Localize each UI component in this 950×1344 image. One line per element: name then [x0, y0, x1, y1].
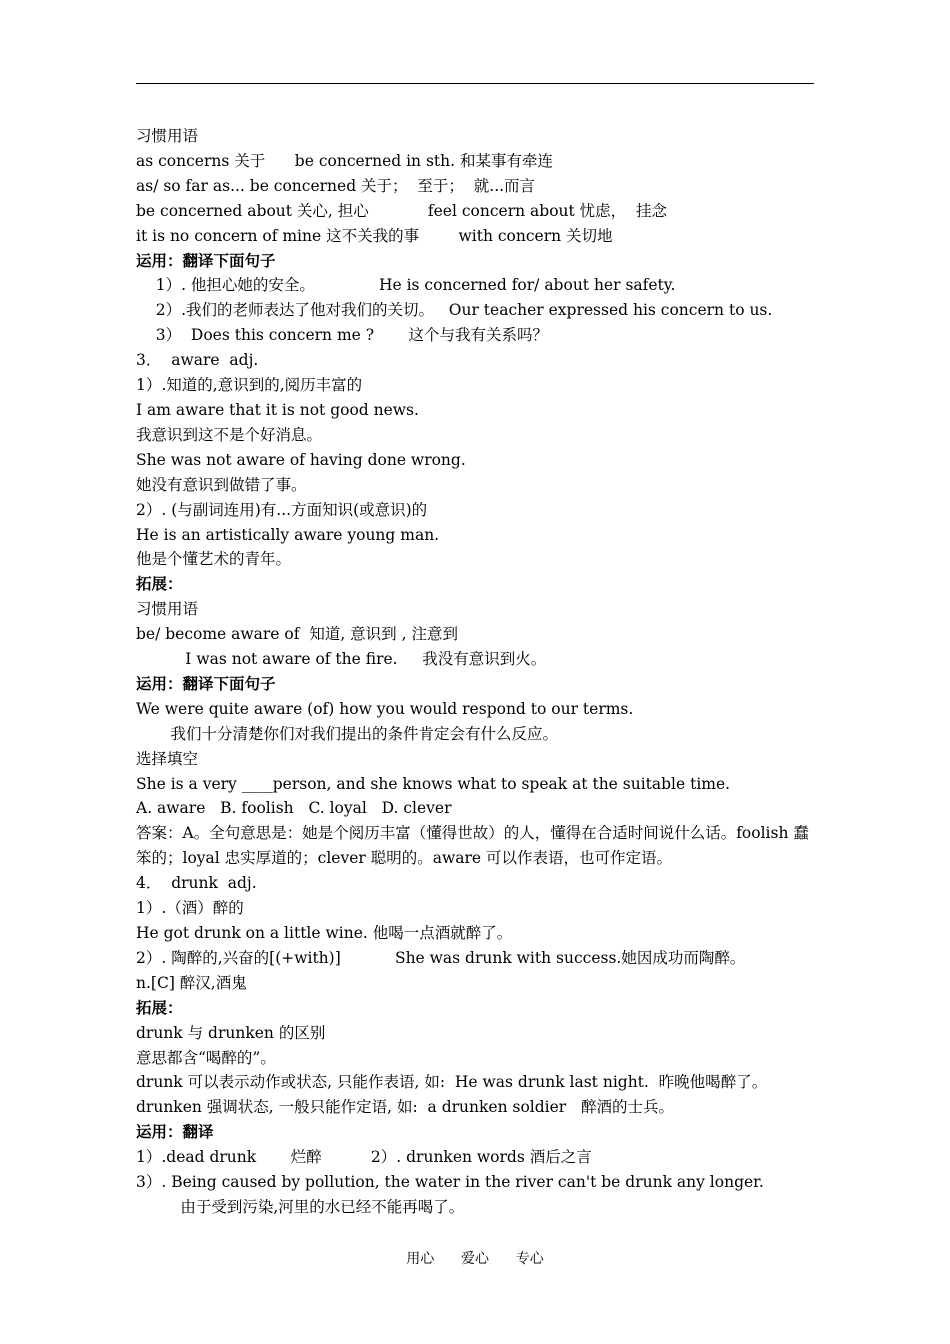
text-line: 我们十分清楚你们对我们提出的条件肯定会有什么反应。	[136, 724, 558, 743]
header-rule	[136, 83, 814, 84]
text-line: 意思都含“喝醉的”。	[136, 1048, 276, 1067]
text-line: drunk 与 drunken 的区别	[136, 1023, 326, 1042]
text-line: n.[C] 醉汉,酒鬼	[136, 973, 247, 992]
text-line: 他是个懂艺术的青年。	[136, 550, 292, 569]
text-line: 1）. 他担心她的安全。 He is concerned for/ about her safety.	[136, 276, 676, 295]
text-line: She is a very ____person, and she knows what to speak at the suitable time.	[136, 774, 731, 793]
text-line: 由于受到污染,河里的水已经不能再喝了。	[136, 1197, 465, 1216]
text-line: A. aware B. foolish C. loyal D. clever	[136, 799, 452, 818]
text-line: 2）. 陶醉的,兴奋的[(+with)] She was drunk with success.她因成功而陶醉。	[136, 948, 746, 967]
section-heading: 运用：翻译	[136, 1122, 214, 1142]
page-footer: 用心 爱心 专心	[406, 1251, 544, 1267]
text-line: We were quite aware (of) how you would respond to our terms.	[136, 699, 634, 718]
text-line: He got drunk on a little wine. 他喝一点酒就醉了。	[136, 924, 513, 942]
text-line: 她没有意识到做错了事。	[136, 475, 307, 494]
text-line: 3） Does this concern me ? 这个与我有关系吗？	[136, 326, 549, 345]
section-heading: 运用：翻译下面句子	[136, 673, 276, 693]
text-line: 1）.dead drunk 烂醉 2）. drunken words 酒后之言	[136, 1148, 592, 1167]
text-line: She was not aware of having done wrong.	[136, 450, 466, 469]
text-line: it is no concern of mine 这不关我的事 with concern 关切地	[136, 226, 613, 245]
section-heading: 拓展：	[136, 574, 183, 594]
text-line: 3）. Being caused by pollution, the water in the river can't be drunk any longer.	[136, 1173, 764, 1192]
text-line: I was not aware of the fire. 我没有意识到火。	[136, 650, 547, 669]
text-line: 2）. (与副词连用)有...方面知识(或意识)的	[136, 500, 428, 519]
text-line: as concerns 关于 be concerned in sth. 和某事有牵连	[136, 151, 553, 170]
text-line: as/ so far as... be concerned 关于； 至于； 就...而言	[136, 176, 536, 195]
text-line: 3． aware adj.	[136, 351, 259, 370]
text-line: 答案：A。全句意思是：她是个阅历丰富（懂得世故）的人，懂得在合适时间说什么话。foolish 蠢笨的；loyal 忠实厚道的；clever 聪明的。aware 可以作表语，也可作定语。	[136, 824, 809, 868]
text-line: He is an artistically aware young man.	[136, 525, 440, 544]
section-heading: 拓展：	[136, 997, 183, 1017]
text-line: drunken 强调状态, 一般只能作定语, 如: a drunken soldier 醉酒的士兵。	[136, 1098, 674, 1117]
text-line: 我意识到这不是个好消息。	[136, 425, 323, 444]
text-line: 2）.我们的老师表达了他对我们的关切。 Our teacher expressed his concern to us.	[136, 301, 773, 320]
text-line: I am aware that it is not good news.	[136, 400, 419, 419]
text-line: 1）.（酒）醉的	[136, 899, 244, 918]
text-line: drunk 可以表示动作或状态, 只能作表语, 如: He was drunk last night. 昨晚他喝醉了。	[136, 1073, 768, 1092]
text-line: 习惯用语	[136, 127, 199, 145]
text-line: be concerned about 关心, 担心 feel concern about 忧虑， 挂念	[136, 201, 668, 220]
text-line: 4． drunk adj.	[136, 874, 257, 893]
text-line: 习惯用语	[136, 600, 199, 619]
text-line: 选择填空	[136, 749, 199, 768]
text-line: be/ become aware of 知道, 意识到 , 注意到	[136, 625, 458, 644]
section-heading: 运用：翻译下面句子	[136, 250, 276, 270]
document-body	[136, 124, 816, 1220]
text-line: 1）.知道的,意识到的,阅历丰富的	[136, 376, 363, 395]
